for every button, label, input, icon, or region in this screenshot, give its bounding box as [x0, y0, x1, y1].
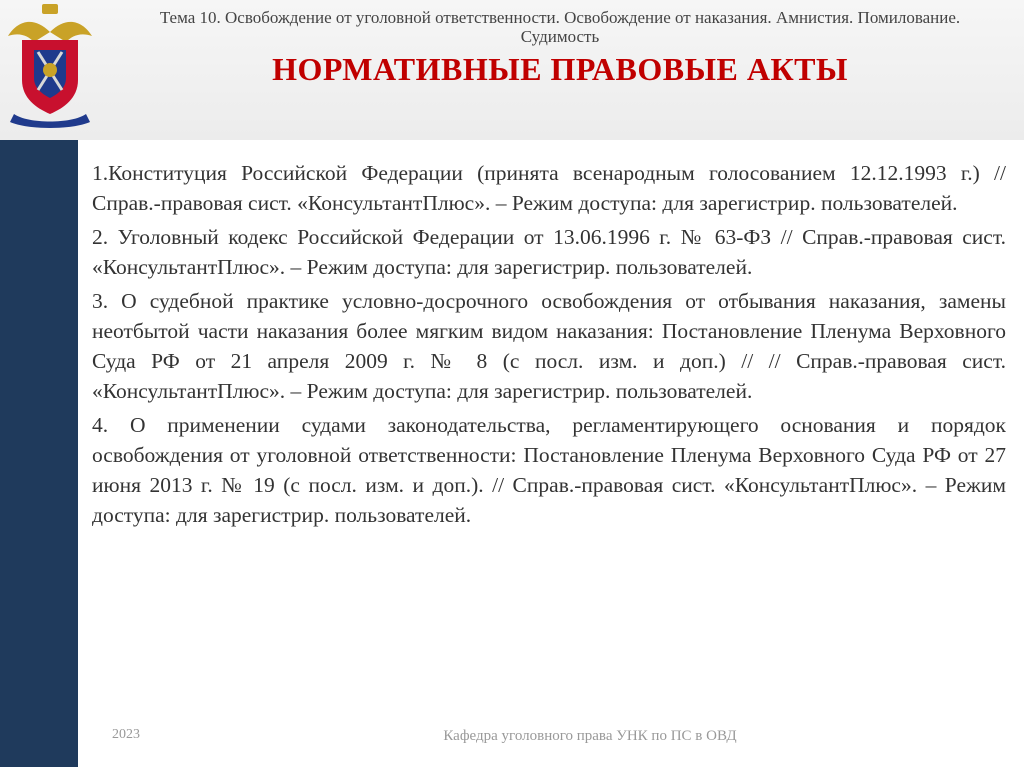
footer-year: 2023 [112, 727, 140, 742]
topic-heading: Тема 10. Освобождение от уголовной ответственности. Освобождение от наказания. Амнистия. Помилование. Судимость [159, 8, 961, 46]
list-item: 4. О применении судами законодательства, регламентирующего основания и порядок освобождения от уголовной ответственности: Постановление Пленума Верховного Суда РФ от 27 июня 2013 г. № 19 (с посл. изм. и доп.). // Справ.-правовая сист. «КонсультантПлюс». – Режим доступа: для зарегистрир. пользователей. [92, 413, 1006, 527]
list-item: 1.Конституция Российской Федерации (принята всенародным голосованием 12.12.1993 г.) // Справ.-правовая сист. «КонсультантПлюс». – Режим доступа: для зарегистрир. пользователей. [92, 161, 1006, 215]
acts-list [92, 158, 1006, 534]
list-item: 2. Уголовный кодекс Российской Федерации от 13.06.1996 г. № 63-ФЗ // Справ.-правовая сист. «КонсультантПлюс». – Режим доступа: для зарегистрир. пользователей. [92, 225, 1006, 279]
list-item: 3. О судебной практике условно-досрочного освобождения от отбывания наказания, замены неотбытой части наказания более мягким видом наказания: Постановление Пленума Верховного Суда РФ от 21 апреля 2009 г. № 8 (с посл. изм. и доп.) // // Справ.-правовая сист. «КонсультантПлюс». – Режим доступа: для зарегистрир. пользователей. [92, 289, 1006, 403]
footer-department: Кафедра уголовного права УНК по ПС в ОВД [443, 728, 737, 744]
emblem-logo-icon [4, 2, 96, 130]
page-title: НОРМАТИВНЫЕ ПРАВОВЫЕ АКТЫ [272, 51, 848, 87]
sidebar-stripe [0, 140, 78, 767]
